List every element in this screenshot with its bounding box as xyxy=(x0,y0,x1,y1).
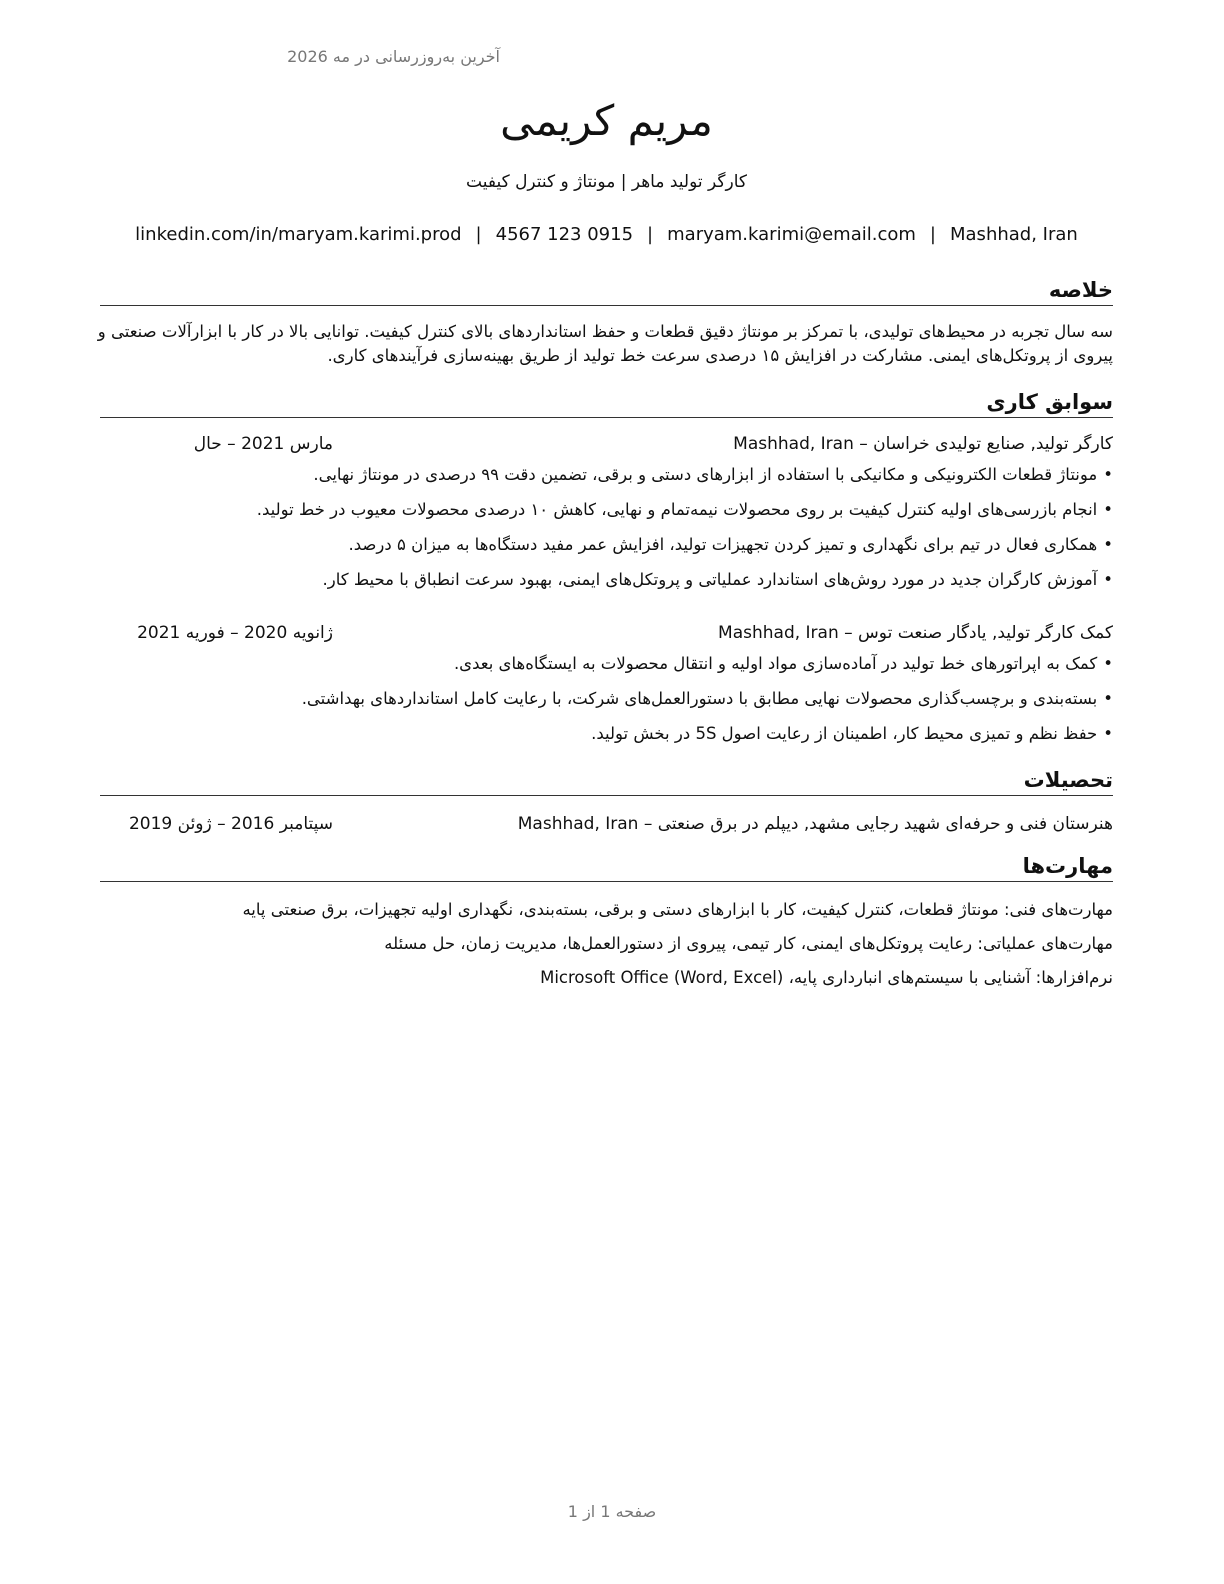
job-bullet: •آموزش کارگران جدید در مورد روش‌های استاندارد عملیاتی و پروتکل‌های ایمنی، بهبود سرعت انطباق با محیط کار. xyxy=(322,570,1113,589)
bullet-glyph: • xyxy=(1103,570,1113,589)
skills-line-software: نرم‌افزارها: آشنایی با سیستم‌های انبارداری پایه، Microsoft Office (Word, Excel) xyxy=(540,968,1113,987)
education-heading: تحصیلات xyxy=(100,766,1113,796)
contact-separator: | xyxy=(929,224,936,245)
job-title: کارگر تولید, صنایع تولیدی خراسان – Mashhad, Iran xyxy=(733,434,1113,454)
resume-page xyxy=(97,0,1113,1584)
job-bullet: •حفظ نظم و تمیزی محیط کار، اطمینان از رعایت اصول 5S در بخش تولید. xyxy=(591,724,1113,743)
bullet-glyph: • xyxy=(1103,689,1113,708)
page-footer: صفحه 1 از 1 xyxy=(567,1502,657,1521)
job-bullet: •همکاری فعال در تیم برای نگهداری و تمیز کردن تجهیزات تولید، افزایش عمر مفید دستگاه‌ها به میزان ۵ درصد. xyxy=(348,535,1113,554)
job-bullet: •بسته‌بندی و برچسب‌گذاری محصولات نهایی مطابق با دستورالعمل‌های شرکت، با رعایت کامل استانداردهای بهداشتی. xyxy=(301,689,1113,708)
contact-phone[interactable]: 4567 123 0915 xyxy=(495,224,634,245)
job-bullet: •انجام بازرسی‌های اولیه کنترل کیفیت بر روی محصولات نیمه‌تمام و نهایی، کاهش ۱۰ درصدی محصولات معیوب در خط تولید. xyxy=(256,500,1113,519)
candidate-name: مریم کریمی xyxy=(500,96,713,145)
contact-separator: | xyxy=(475,224,482,245)
job-bullet: •مونتاژ قطعات الکترونیکی و مکانیکی با استفاده از ابزارهای دستی و برقی، تضمین دقت ۹۹ درصدی در مونتاژ نهایی. xyxy=(313,465,1113,484)
job-bullets xyxy=(100,652,1113,757)
skills-line-operational: مهارت‌های عملیاتی: رعایت پروتکل‌های ایمنی، کار تیمی، پیروی از دستورالعمل‌ها، مدیریت زمان، حل مسئله xyxy=(384,934,1113,953)
job-dates: مارس 2021 – حال xyxy=(193,434,333,454)
skills-heading: مهارت‌ها xyxy=(100,852,1113,882)
contact-linkedin[interactable]: linkedin.com/in/maryam.karimi.prod xyxy=(135,224,462,245)
summary-text: سه سال تجربه در محیط‌های تولیدی، با تمرکز بر مونتاژ دقیق قطعات و حفظ استانداردهای بالای کنترل کیفیت. توانایی بالا در کار با ابزارآلات صنعتی و پیروی از پروتکل‌های ایمنی. مشارکت در افزایش ۱۵ درصدی سرعت خط تولید از طریق بهینه‌سازی فرآیندهای کاری. xyxy=(97,322,1113,365)
bullet-glyph: • xyxy=(1103,500,1113,519)
candidate-tagline: کارگر تولید ماهر | مونتاژ و کنترل کیفیت xyxy=(466,172,747,192)
education-title: هنرستان فنی و حرفه‌ای شهید رجایی مشهد, دیپلم در برق صنعتی – Mashhad, Iran xyxy=(517,814,1113,834)
education-dates: سپتامبر 2016 – ژوئن 2019 xyxy=(128,814,333,834)
experience-heading: سوابق کاری xyxy=(100,388,1113,418)
last-updated-note: آخرین به‌روزرسانی در مه 2026 xyxy=(287,47,500,66)
contact-line xyxy=(100,222,1113,248)
job-bullet: •کمک به اپراتورهای خط تولید در آماده‌سازی مواد اولیه و انتقال محصولات به ایستگاه‌های بعدی. xyxy=(453,654,1113,673)
bullet-glyph: • xyxy=(1103,465,1113,484)
job-header xyxy=(100,431,1113,457)
summary-heading: خلاصه xyxy=(100,276,1113,306)
contact-separator: | xyxy=(647,224,654,245)
job-title: کمک کارگر تولید, یادگار صنعت توس – Mashhad, Iran xyxy=(718,623,1113,643)
education-entry xyxy=(100,811,1113,837)
job-bullets xyxy=(100,463,1113,603)
contact-email[interactable]: maryam.karimi@email.com xyxy=(667,224,916,245)
bullet-glyph: • xyxy=(1103,724,1113,743)
skills-line-technical: مهارت‌های فنی: مونتاژ قطعات، کنترل کیفیت، کار با ابزارهای دستی و برقی، بسته‌بندی، نگهداری اولیه تجهیزات، برق صنعتی پایه xyxy=(242,900,1113,919)
bullet-glyph: • xyxy=(1103,654,1113,673)
contact-location: Mashhad, Iran xyxy=(950,224,1078,245)
job-dates: ژانویه 2020 – فوریه 2021 xyxy=(137,623,333,643)
bullet-glyph: • xyxy=(1103,535,1113,554)
job-header xyxy=(100,620,1113,646)
